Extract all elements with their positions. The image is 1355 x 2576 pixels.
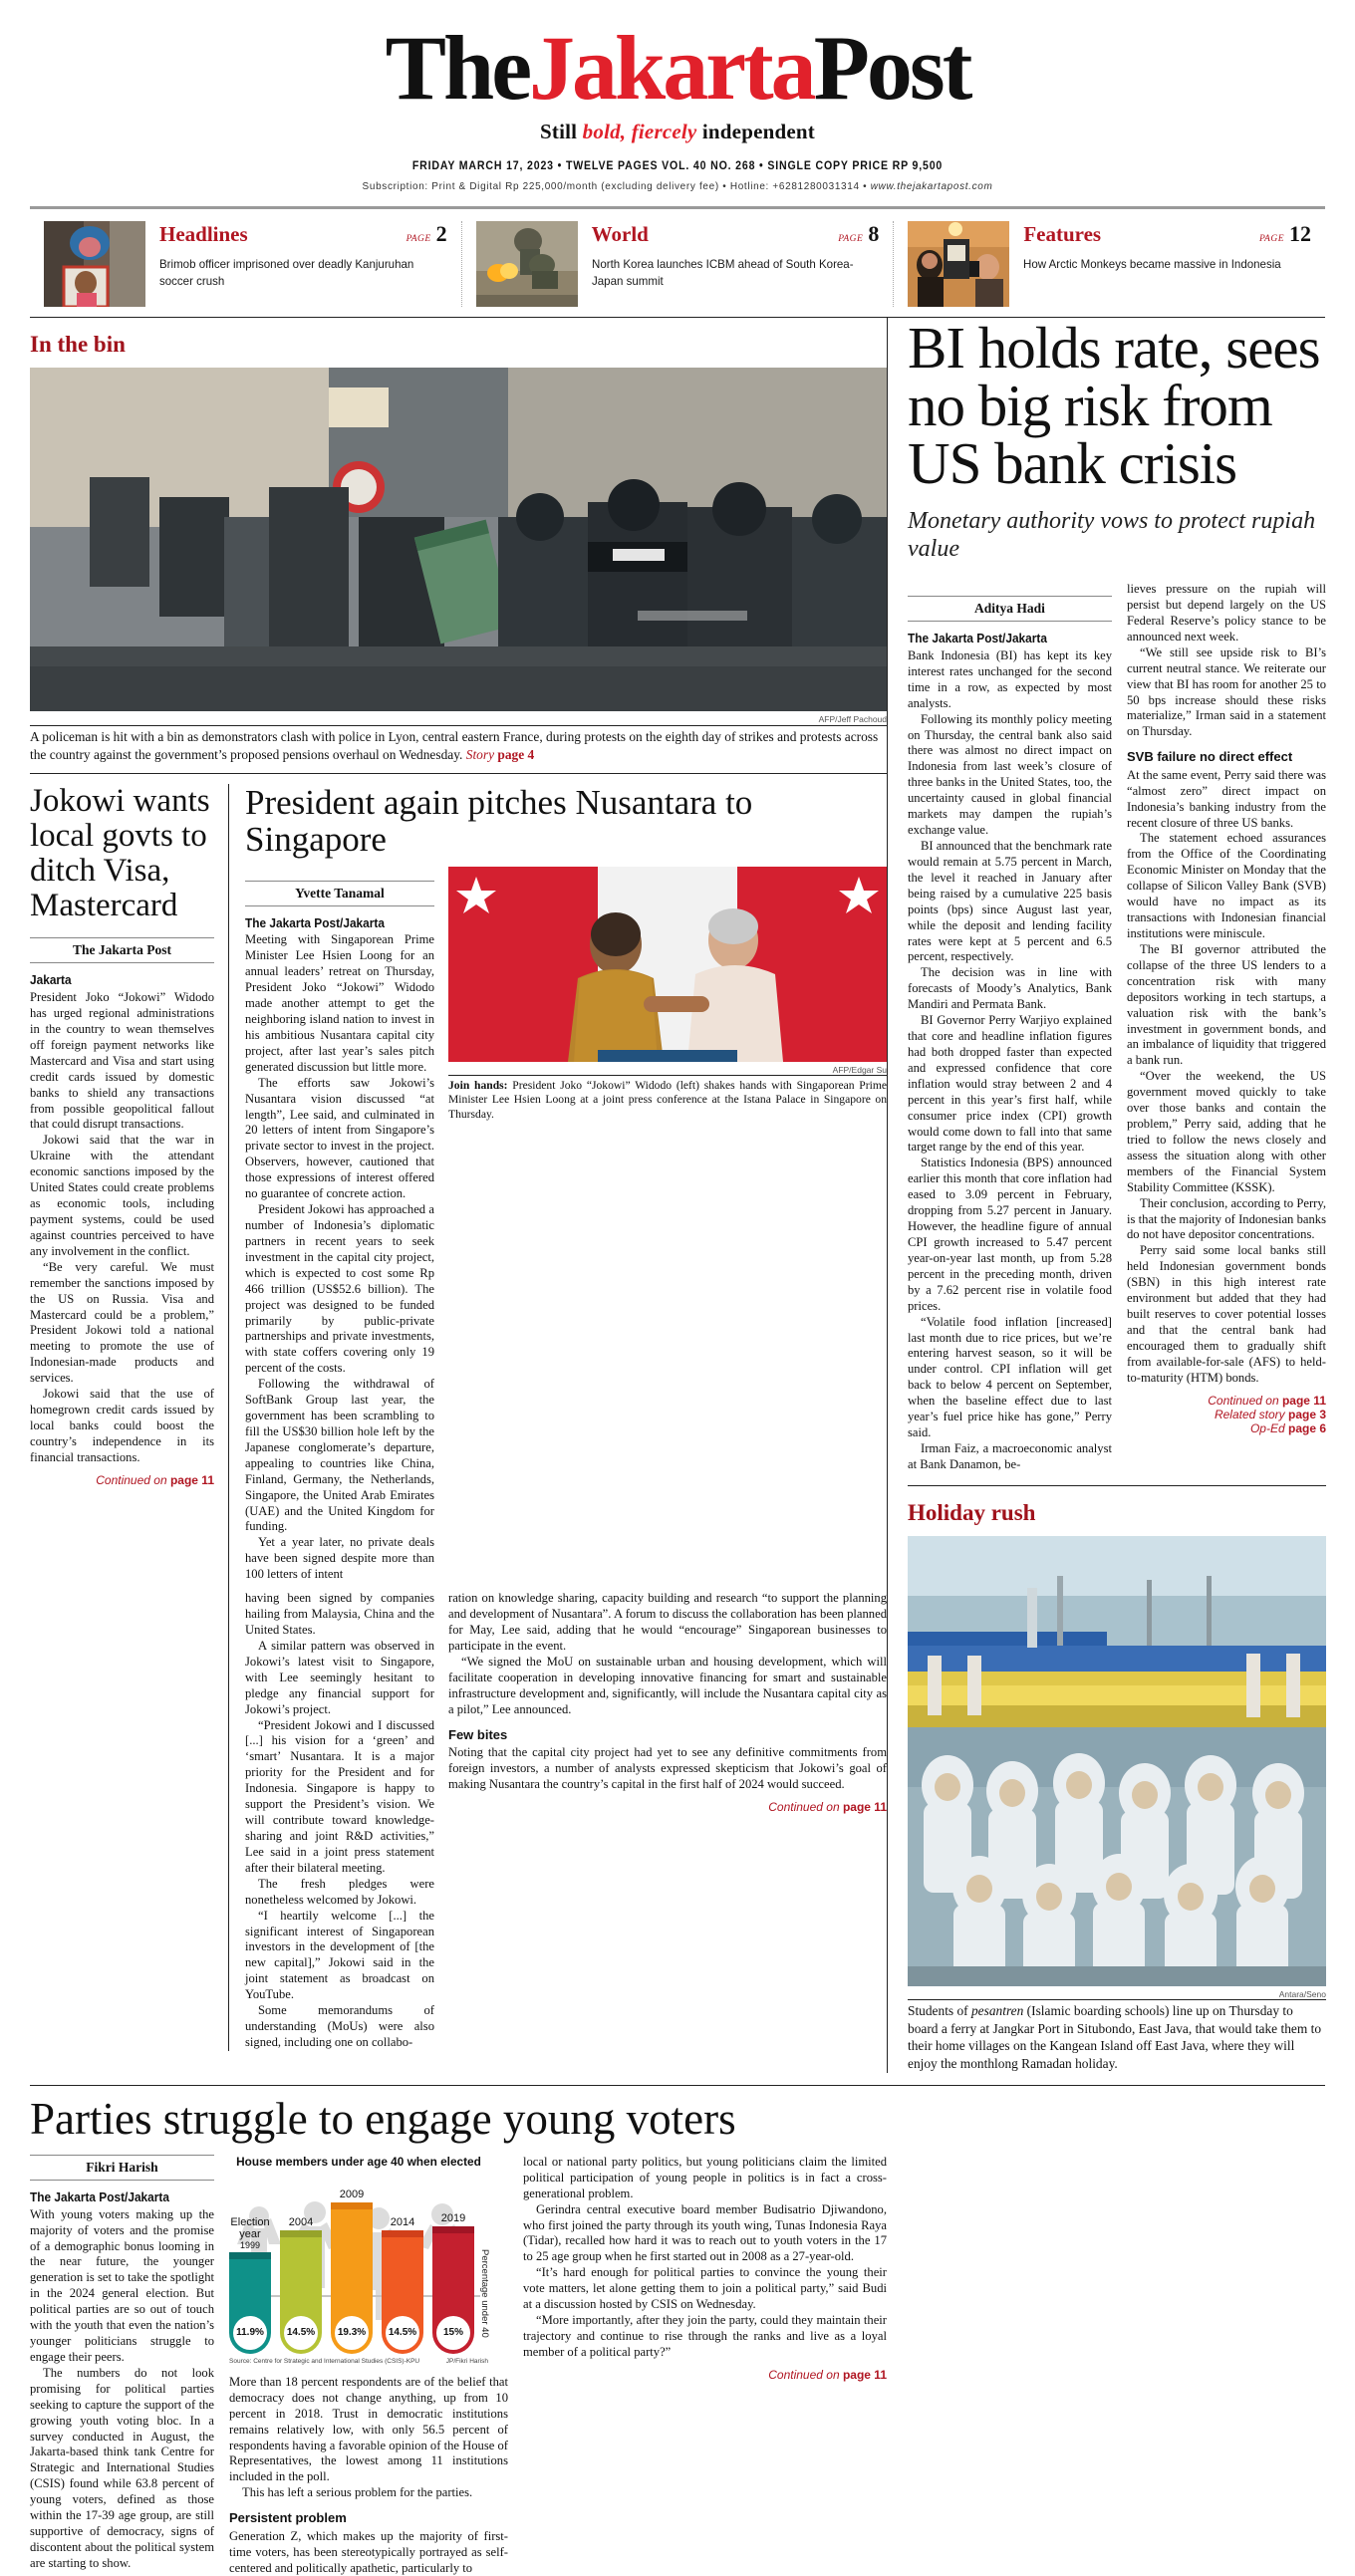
teaser-headlines-body xyxy=(145,221,447,291)
teaser-headlines-page-number: 2 xyxy=(435,221,447,246)
holiday-caption-part1: Students of xyxy=(908,2002,971,2018)
bi-columns xyxy=(908,582,1326,1473)
chart-title: House members under age 40 when elected xyxy=(236,2154,481,2169)
nusantara-c1-p4: Following the withdrawal of SoftBank Group last year, the government has been scrambling to fill the US$30 billion hole left by the Japanese conglomerate’s departure, appealing to countries like China, Finland, Germany, the Netherlands, Singapore, the United Arab Emirates (UAE) and the United Kingdom for funding. xyxy=(245,1377,434,1534)
teaser-features-header xyxy=(1023,221,1311,247)
holiday-caption xyxy=(908,2000,1326,2073)
parties-c3-p4: “More importantly, after they join the party, could they maintain their trajectory and continue to rise through the ranks and live as a loyal member of a political party?” xyxy=(523,2313,887,2359)
jokowi-story xyxy=(30,784,229,2051)
logo-post: Post xyxy=(813,17,970,119)
nusantara-col3 xyxy=(448,1591,887,2051)
lead-kicker: In the bin xyxy=(30,332,126,357)
teaser-headlines-page-label: PAGE xyxy=(406,234,431,244)
nusantara-c1-p2: The efforts saw Jokowi’s Nusantara vision discussed “at length”, Lee said, and culminated in 20 letters of intent from Singapore’s private sector to invest in the project. Observers, however, cautioned that those expressions of interest offered no guarantee of concrete action. xyxy=(245,1075,434,1201)
secondary-stories-row xyxy=(30,784,887,2051)
right-zone xyxy=(887,315,1326,2073)
nusantara-caption-text: President Joko “Jokowi” Widodo (left) shakes hands with Singaporean Prime Minister Lee Hsien Loong at a joint press conference at the Istana Palace in Singapore on Thursday. xyxy=(448,1078,887,1121)
nusantara-continued[interactable] xyxy=(448,1800,887,1814)
nusantara-c1-p1: Meeting with Singaporean Prime Minister Lee Hsien Loong for an annual leaders’ retreat on Thursday, President Joko “Jokowi” Widodo made another attempt to get the neighboring island nation to invest in his ambitious Nusantara capital city project, after last year’s sales pitch generated discussion but little more. xyxy=(245,932,434,1074)
chart-bar-label-2014: 2014 xyxy=(390,2215,415,2228)
parties-body-col1 xyxy=(30,2190,214,2572)
parties-dept: The Jakarta Post/Jakarta xyxy=(30,2190,169,2204)
parties-c3-p3: “It’s hard enough for political parties to convince the young their vote matters, let alone getting them to join a political party,” said Budi at a discussion hosted by CSIS on Wednesday. xyxy=(523,2265,887,2312)
bi-col2 xyxy=(1127,582,1326,1473)
nusantara-headline[interactable]: President again pitches Nusantara to Singapore xyxy=(245,783,753,860)
jokowi-para-3: “Be very careful. We must remember the sanctions imposed by the US on Russia. Visa and Mastercard could be a problem,” President Jokowi told a national meeting to promote the use of Indonesian-made products and services. xyxy=(30,1259,214,1386)
chart-bar-label-2009: 2009 xyxy=(339,2188,365,2200)
jokowi-continued[interactable] xyxy=(30,1473,214,1487)
right-zone-divider xyxy=(908,1485,1326,1486)
subscription-line xyxy=(34,180,1321,192)
bi-c1-p3: BI announced that the benchmark rate would remain at 5.75 percent in March, the level it reached in January after being raised by a cumulative 225 basis points (bps) since August last year, while the deposit and lending facility rates were kept at 5 percent and 6.5 percent, respectively. xyxy=(908,838,1112,964)
chart-bar-label-2019: 2019 xyxy=(440,2211,466,2224)
parties-col3 xyxy=(523,2155,887,2576)
subscription-text: Subscription: Print & Digital Rp 225,000/month (excluding delivery fee) • Hotline: +6281280031314 • xyxy=(362,180,871,192)
nusantara-c3-sub-p1: Noting that the capital city project had yet to see any definitive commitments from foreign investors, a number of analysts expressed skepticism that Jokowi’s goal of making Nusantara the country’s capital in the first half of 2024 would succeed. xyxy=(448,1744,887,1791)
chart-bar-2009 xyxy=(331,2189,373,2354)
chart-bar-cap-1999 xyxy=(229,2252,271,2259)
nusantara-col2 xyxy=(245,1591,448,2051)
parties-c2-p1: More than 18 percent respondents are of the belief that democracy does not change anything, up from 10 percent in 2018. Trust in democratic institutions remains relatively low, with only 56.5 percent of respondents having a favorable opinion of the House of Representatives, the lowest among 11 institutions included in the poll. xyxy=(229,2374,508,2484)
nusantara-subhead: Few bites xyxy=(448,1726,508,1742)
parties-c1-p2: The numbers do not look promising for political parties seeking to capture the support of the growing youth voting bloc. In a survey conducted in August, the Jakarta-based think tank Centre for Strategic and International Studies (CSIS) found while 63.8 percent of young voters, defined as those within the 17-39 age group, are still supportive of democracy, signs of discontent about the political system are starting to show. xyxy=(30,2365,214,2570)
nusantara-c2-p3: “President Jokowi and I discussed [...] his vision for a ‘green’ and ‘smart’ Nusantara. It is a major priority for the President and for Indonesia. Singapore is happy to support the President’s vision. We will contribute toward knowledge-sharing and joint R&D activities,” Lee said in a joint press statement after their bilateral meeting. xyxy=(245,1717,434,1875)
dateline: FRIDAY MARCH 17, 2023 • TWELVE PAGES VOL. 40 NO. 268 • SINGLE COPY PRICE RP 9,500 xyxy=(411,160,944,172)
nusantara-photo-credit: AFP/Edgar Su xyxy=(832,1064,887,1075)
parties-c3-p1: local or national party politics, but young politicians claim the limited political participation of young people in politics is in fact a cross-generational problem. xyxy=(523,2154,887,2200)
teaser-features-title[interactable]: Features xyxy=(1023,222,1102,246)
bi-body-col1 xyxy=(908,632,1112,1473)
chart-plot-area xyxy=(229,2173,488,2354)
parties-top-divider xyxy=(30,2085,1325,2086)
jokowi-continued-label: Continued on xyxy=(96,1472,170,1487)
bi-c1-p1: Bank Indonesia (BI) has kept its key interest rates unchanged for the second time in a row, as expected by most analysts. xyxy=(908,647,1112,710)
chart-bar-shape-2019 xyxy=(432,2226,474,2354)
lead-caption-text: A policeman is hit with a bin as demonstrators clash with police in Lyon, central eastern France, during protests on the eighth day of strikes and protests across the country against the government’s proposed pensions overhaul on Wednesday. xyxy=(30,729,879,762)
teaser-world-desc: North Korea launches ICBM ahead of South Korea-Japan summit xyxy=(591,257,854,289)
bi-c1-p2: Following its monthly policy meeting on Thursday, the central bank also said there was almost no direct impact on Indonesia from last week’s closure of three banks in the United States, too, the uncertainty caused in global financial markets may dampen the rupiah’s exchange value. xyxy=(908,711,1112,838)
chart-bar-label-1999 xyxy=(229,2216,271,2250)
nusantara-body-col3 xyxy=(448,1591,887,1793)
nusantara-top-row xyxy=(245,867,887,1584)
teaser-world-header xyxy=(592,221,880,247)
parties-body-col2 xyxy=(229,2375,508,2576)
teaser-headlines-header xyxy=(159,221,447,247)
lead-section-divider xyxy=(30,773,887,774)
nusantara-caption-lead: Join hands: xyxy=(448,1078,513,1092)
chart-xlabel: Election year xyxy=(230,2215,270,2240)
chart-bar-2019 xyxy=(432,2212,474,2354)
chart-bar-1999 xyxy=(229,2216,271,2354)
tagline-part-1: Still xyxy=(540,120,583,143)
parties-continued-page: page 11 xyxy=(842,2367,887,2382)
nusantara-body-col2 xyxy=(245,1591,434,2051)
teaser-features-desc: How Arctic Monkeys became massive in Indonesia xyxy=(1023,257,1282,271)
chart-source: Source: Centre for Strategic and International Studies (CSIS)-KPU xyxy=(229,2357,420,2365)
teaser-headlines-title[interactable]: Headlines xyxy=(159,222,248,246)
holiday-photo-credit: Antara/Seno xyxy=(1278,1988,1326,1999)
nusantara-col-first xyxy=(245,867,448,1584)
parties-body-col3 xyxy=(523,2155,887,2361)
parties-c1-p1: With young voters making up the majority of voters and the promise of a demographic bonus looming in the near future, the younger generation is set to take the spotlight in the 2024 general election. But political parties are so out of touch with the youth that even the nation’s younger politicians struggle to engage their peers. xyxy=(30,2206,214,2364)
bi-c2-p1: lieves pressure on the rupiah will persist but depend largely on the US Federal Reserve’s policy stance to be announced next week. xyxy=(1127,582,1326,644)
teaser-features-body xyxy=(1009,221,1311,273)
nusantara-c1-p5: Yet a year later, no private deals have been signed despite more than 100 letters of intent xyxy=(245,1535,434,1582)
bi-oped-page: page 6 xyxy=(1287,1420,1326,1435)
chart-bar-cap-2009 xyxy=(331,2202,373,2209)
parties-c2-sub-p1: Generation Z, which makes up the majority of first-time voters, has been stereotypically portrayed as self-centered and politically apathetic, particularly to xyxy=(229,2528,508,2575)
lead-photo-caption xyxy=(30,726,887,763)
logo-the: The xyxy=(385,17,530,119)
bi-related-label: Related story xyxy=(1214,1407,1288,1421)
chart-value-2009: 19.3% xyxy=(335,2316,369,2350)
holiday-caption-part2: (Islamic boarding schools) line up on Thursday to board a ferry at Jangkar Port in Situbondo, East Java, that would take them to their home villages on the Kangean Island off East Java, where they will enjoy the monthlong Ramadan holiday. xyxy=(908,2002,1322,2071)
parties-byline: Fikri Harish xyxy=(30,2155,214,2181)
chart-ylabel: Percentage under 40 xyxy=(479,2249,490,2338)
bi-c1-p6: Statistics Indonesia (BPS) announced earlier this month that core inflation had eased to 3.09 percent in February, dropping from 5.27 percent in January. However, the headline figure of annual CPI growth increased to 5.47 percent year-on-year last month, up from 5.28 percent in the preceding month, driven by a 7.62 percent rise in volatile food prices. xyxy=(908,1156,1112,1313)
jokowi-headline[interactable]: Jokowi wants local govts to ditch Visa, Mastercard xyxy=(30,783,210,924)
lead-caption-story-label: Story xyxy=(465,746,498,762)
bi-oped-label: Op-Ed xyxy=(1249,1420,1288,1435)
teaser-world-page-number: 8 xyxy=(868,221,880,246)
nusantara-c1-p3: President Jokowi has approached a number of Indonesia’s diplomatic partners in recent years to seek investment in the capital city project, which is expected to cost some Rp 466 trillion (US$52.6 billion). The project was designed to be funded primarily by public-private partnerships and private investments, with state coffers covering only 19 percent of the costs. xyxy=(245,1202,434,1376)
bi-headline[interactable]: BI holds rate, sees no big risk from US bank crisis xyxy=(908,315,1320,496)
chart-cat-1999: 1999 xyxy=(239,2239,261,2250)
bi-c2-s3: The BI governor attributed the collapse of the three US lenders to a concentration risk with many depositors working in tech startups, a valuation risk with the bank’s investment in government bonds, and an imbalance of liquidity that triggered a bank run. xyxy=(1127,941,1326,1068)
masthead xyxy=(0,0,1355,192)
teaser-world-photo xyxy=(476,221,578,307)
bi-c1-p8: Irman Faiz, a macroeconomic analyst at Bank Danamon, be- xyxy=(908,1441,1112,1471)
website-url[interactable]: www.thejakartapost.com xyxy=(870,180,993,192)
teaser-features-page-label: PAGE xyxy=(1258,234,1285,244)
bi-c2-s1: At the same event, Perry said there was “almost zero” direct impact on Indonesia’s banking industry from the recent closure of three US banks. xyxy=(1127,767,1326,830)
chart-credit: JP/Fikri Harish xyxy=(445,2357,488,2365)
jokowi-dept: Jakarta xyxy=(30,973,72,988)
bi-c1-p4: The decision was in line with forecasts of Moody’s Analytics, Bank Mandiri and Permata Bank. xyxy=(908,965,1112,1012)
nusantara-photo-caption xyxy=(448,1076,887,1123)
parties-headline[interactable]: Parties struggle to engage young voters xyxy=(30,2093,736,2144)
bi-byline: Aditya Hadi xyxy=(908,596,1112,622)
chart-bar-cap-2019 xyxy=(432,2226,474,2233)
chart-bars xyxy=(229,2173,474,2354)
parties-col1 xyxy=(30,2155,229,2576)
chart-bar-cap-2004 xyxy=(280,2230,322,2237)
lead-caption-story-link[interactable] xyxy=(466,747,534,762)
teaser-headlines[interactable] xyxy=(30,221,461,307)
bi-subhead-svb: SVB failure no direct effect xyxy=(1127,749,1293,765)
nusantara-c3-p2: “We signed the MoU on sustainable urban and housing development, which will facilitate cooperation in developing innovative financing for smart and sustainable infrastructure development and, significantly, will include the Nusantara capital city as a pilot,” Lee announced. xyxy=(448,1654,887,1716)
bi-body-col2 xyxy=(1127,582,1326,1387)
chart-value-2004: 14.5% xyxy=(284,2316,318,2350)
lead-photo-credit: AFP/Jeff Pachoud xyxy=(818,714,887,724)
chart-bar-2004 xyxy=(280,2216,322,2354)
teaser-headlines-photo xyxy=(44,221,145,307)
nusantara-c3-p1: ration on knowledge sharing, capacity building and research “to support the planning and development of Nusantara”. A forum to discuss the collaboration has been planned for May, Lee said, adding that he would “encourage” Singaporean businesses to participate in the event. xyxy=(448,1591,887,1653)
left-zone xyxy=(30,318,887,2073)
bi-dept: The Jakarta Post/Jakarta xyxy=(908,632,1047,646)
jokowi-byline: The Jakarta Post xyxy=(30,937,214,963)
chart-value-2019: 15% xyxy=(436,2316,470,2350)
bi-c2-s6: Perry said some local banks still held Indonesian government bonds (SBN) in this high interest rate environment but added that they had built reserves to cover potential losses and that the central bank had encouraged them to gradually shift from available-for-sale (AFS) to held-to-maturity (HTM) bonds. xyxy=(1127,1243,1326,1385)
bi-col1 xyxy=(908,582,1127,1473)
chart-bar-cap-2014 xyxy=(382,2230,423,2237)
nusantara-dept: The Jakarta Post/Jakarta xyxy=(245,915,385,930)
bi-oped[interactable] xyxy=(1127,1421,1326,1435)
parties-c3-p2: Gerindra central executive board member Budisatrio Djiwandono, who first joined the party through its youth wing, Tunas Indonesia Raya (Tidar), recalled how hard it was to reach out to youth voters in the 17 to 25 age group when he first started out in 2008 as a 27-year-old. xyxy=(523,2201,887,2264)
holiday-kicker: Holiday rush xyxy=(908,1499,1036,1525)
teaser-features-page-number: 12 xyxy=(1289,221,1312,246)
teaser-features[interactable] xyxy=(893,221,1325,307)
teaser-strip xyxy=(0,209,1355,317)
logo-jakarta: Jakarta xyxy=(529,17,814,119)
newspaper-logo xyxy=(0,17,1355,119)
lead-caption-story-page: page 4 xyxy=(497,746,535,762)
nusantara-c2-p2: A similar pattern was observed in Jokowi’s latest visit to Singapore, with Lee seemingly hesitant to pledge any financial support for Jokowi’s project. xyxy=(245,1638,434,1716)
nusantara-byline: Yvette Tanamal xyxy=(245,881,434,906)
chart-bar-2014 xyxy=(382,2216,423,2354)
chart-value-1999: 11.9% xyxy=(233,2316,267,2350)
bi-continued-label: Continued on xyxy=(1208,1393,1282,1408)
parties-subhead: Persistent problem xyxy=(229,2510,347,2526)
lead-photo xyxy=(30,368,887,711)
nusantara-body-col1 xyxy=(245,916,434,1584)
chart-bar-shape-1999 xyxy=(229,2252,271,2354)
tagline-part-2: independent xyxy=(696,120,815,143)
main-content xyxy=(0,315,1355,2073)
nusantara-c2-p4: The fresh pledges were nonetheless welcomed by Jokowi. xyxy=(245,1876,434,1907)
holiday-caption-italic: pesantren xyxy=(970,2002,1024,2018)
parties-continued-label: Continued on xyxy=(768,2367,843,2382)
jokowi-para-2: Jokowi said that the war in Ukraine with the attendant economic sanctions imposed by the United States could create problems as economic tools, including payment systems, could be used against countries perceived to have any involvement in the conflict. xyxy=(30,1133,214,1258)
bi-c2-s4: “Over the weekend, the US government moved quickly to take over those banks and contain the problem,” Perry said, adding that he tried to follow the news closely and assess the situation along with other members of the Financial System Stability Committee (KSSK). xyxy=(1127,1069,1326,1194)
tagline-highlight: bold, fiercely xyxy=(582,120,697,143)
teaser-world-page-label: PAGE xyxy=(838,234,864,244)
teaser-world-title[interactable]: World xyxy=(591,222,649,246)
bi-c2-s5: Their conclusion, according to Perry, is that the majority of Indonesian banks do not have depositor concentrations. xyxy=(1127,1195,1326,1242)
parties-section xyxy=(0,2085,1355,2576)
nusantara-c2-p1: having been signed by companies hailing from Malaysia, China and the United States. xyxy=(245,1591,434,1638)
nusantara-story xyxy=(229,784,887,2051)
bi-c2-p2: “We still see upside risk to BI’s current neutral stance. We reiterate our view that BI has room for another 25 to 50 bps increase should these risks materialize,” Irman said in a statement on Thursday. xyxy=(1127,644,1326,739)
youth-mps-chart xyxy=(229,2155,488,2365)
bi-continued-page: page 11 xyxy=(1281,1393,1326,1408)
teaser-features-photo xyxy=(908,221,1009,307)
bi-related[interactable] xyxy=(1127,1408,1326,1421)
teaser-world[interactable] xyxy=(461,221,894,307)
tagline xyxy=(0,120,1355,144)
bi-c1-p7: “Volatile food inflation [increased] last month due to rice prices, but we’re entering harvest season, so it will be under control. CPI inflation will get back to below 4 percent on September, when the baseline effect due to last year’s fuel price hike has gone,” Perry said. xyxy=(908,1314,1112,1440)
nusantara-c2-p5: “I heartily welcome [...] the significant interest of Singaporean investors in the development of [the new capital],” Jokowi said in the joint statement as broadcast on YouTube. xyxy=(245,1908,434,2002)
chart-bar-label-2004: 2004 xyxy=(288,2215,314,2228)
nusantara-bottom-row xyxy=(245,1591,887,2051)
bi-continued[interactable] xyxy=(1127,1394,1326,1408)
parties-c2-p2: This has left a serious problem for the parties. xyxy=(242,2485,473,2500)
parties-continued[interactable] xyxy=(523,2368,887,2382)
teaser-headlines-desc: Brimob officer imprisoned over deadly Kanjuruhan soccer crush xyxy=(159,257,414,289)
chart-value-2014: 14.5% xyxy=(386,2316,419,2350)
parties-story xyxy=(30,2093,887,2576)
chart-bar-shape-2014 xyxy=(382,2230,423,2354)
bi-related-page: page 3 xyxy=(1287,1407,1326,1421)
nusantara-continued-page: page 11 xyxy=(842,1799,887,1814)
parties-col2 xyxy=(229,2155,523,2576)
nusantara-photo xyxy=(448,867,887,1062)
jokowi-continued-page: page 11 xyxy=(169,1472,214,1487)
nusantara-continued-label: Continued on xyxy=(768,1799,843,1814)
chart-bar-shape-2009 xyxy=(331,2202,373,2354)
bi-c1-p5: BI Governor Perry Warjiyo explained that core and headline inflation figures had both dropped faster than expected and expressed confidence that core inflation would stray between 2 and 4 percent in this year’s first half, while consumer price index (CPI) growth would come down to fall into that same target range by the end of this year. xyxy=(908,1013,1112,1155)
chart-bar-shape-2004 xyxy=(280,2230,322,2354)
nusantara-c2-p6: Some memorandums of understanding (MoUs) were also signed, including one on collabo- xyxy=(245,2003,434,2049)
chart-footer xyxy=(229,2358,488,2365)
nusantara-photo-block xyxy=(448,867,887,1584)
jokowi-body xyxy=(30,973,214,1465)
teaser-world-body xyxy=(578,221,880,291)
jokowi-para-4: Jokowi said that the use of homegrown credit cards issued by local banks could boost the country’s independence in its financial transactions. xyxy=(30,1387,214,1464)
parties-columns xyxy=(30,2155,887,2576)
jokowi-para-1: President Joko “Jokowi” Widodo has urged regional administrations in the country to wean themselves off foreign payment networks like Mastercard and Visa and start using credit cards issued by domestic banks to shield any transactions from possible geopolitical fallout that could disrupt transactions. xyxy=(30,990,214,1132)
bi-deck: Monetary authority vows to protect rupiah value xyxy=(908,508,1316,563)
bi-c2-s2: The statement echoed assurances from the Office of the Coordinating Economic Minister on Monday that the collapse of Silicon Valley Bank (SVB) would have no impact as its transactions with Indonesian financial institutions were miniscule. xyxy=(1127,831,1326,940)
holiday-photo xyxy=(908,1536,1326,1986)
